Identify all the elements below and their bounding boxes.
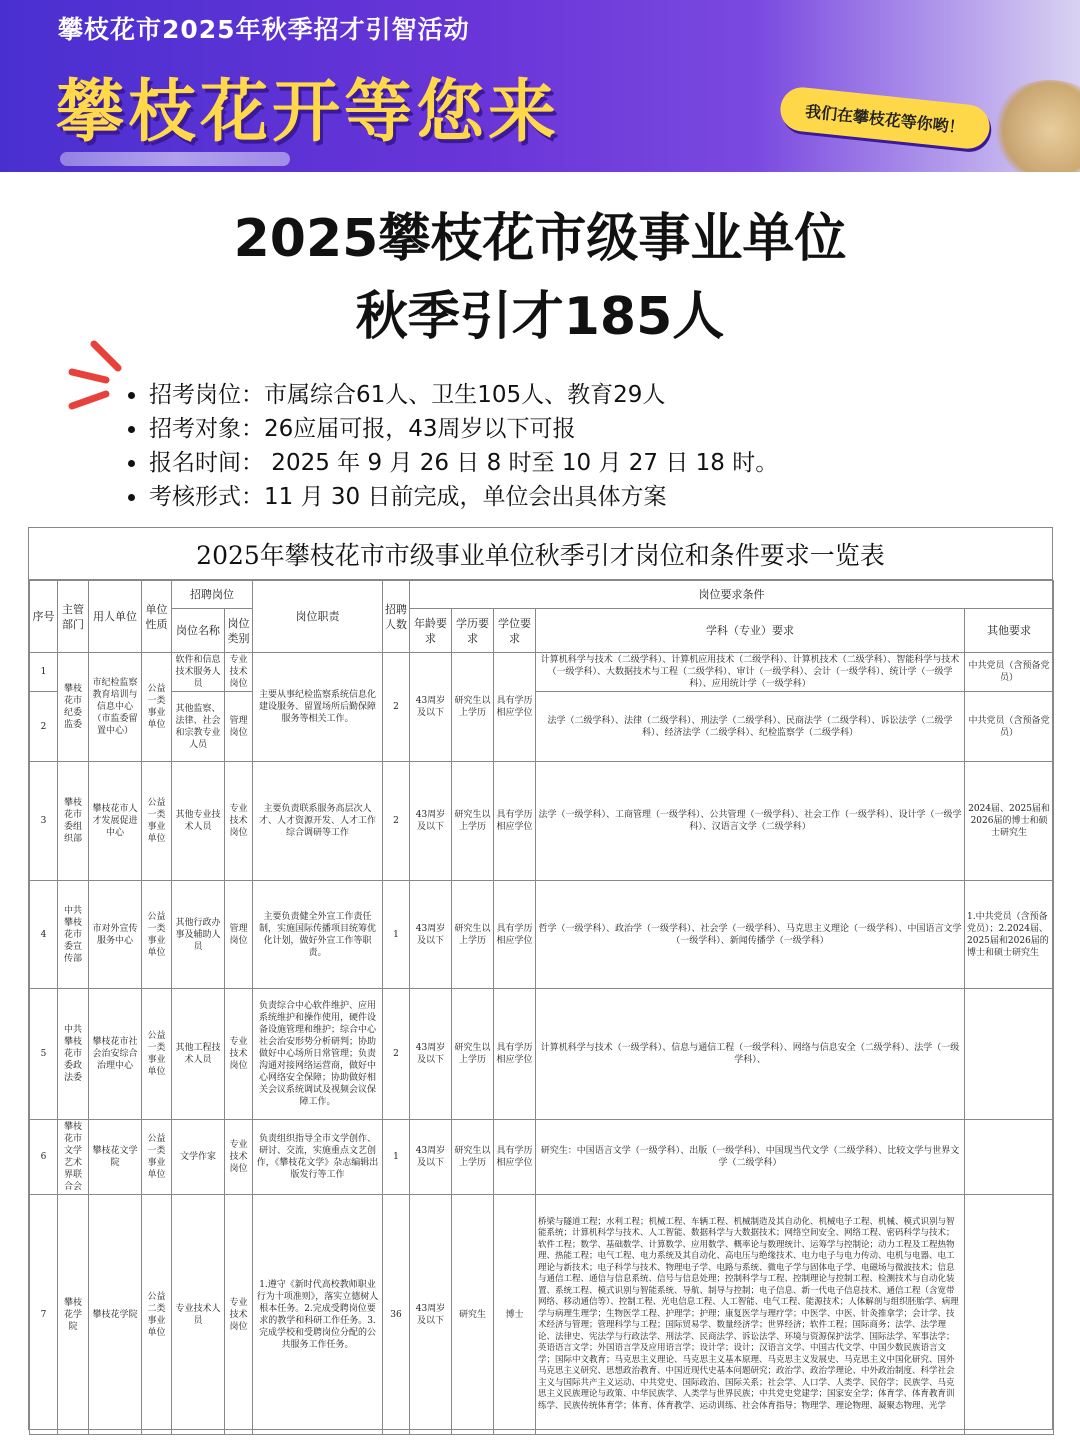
cell-major: 计算机科学与技术（二级学科）、计算机应用技术（二级学科）、计算机技术（二级学科）、智能科学与技术（一级学科）、大数据技术与工程（二级学科）、审计（一级学科）、会计（一级学科）、统计学（一级学科）、应用统计学（一级学科）	[536, 653, 965, 692]
cell-duty: 主要负责健全外宣工作责任制，实施国际传播项目统筹优化计划，做好外宣工作等职责。	[253, 881, 383, 989]
cell-age: 43周岁及以下	[410, 762, 452, 881]
cell-seq: 7	[30, 1195, 58, 1435]
table-row	[30, 1120, 1054, 1195]
highlights-list	[128, 378, 778, 514]
cell-age: 43周岁及以下	[410, 989, 452, 1120]
header-position-name: 岗位名称	[172, 609, 225, 653]
highlight-item: 报名时间： 2025 年 9 月 26 日 8 时至 10 月 27 日 18 时。	[128, 446, 778, 480]
decoration-icon	[990, 80, 1080, 172]
cell-duty: 主要负责联系服务高层次人才、人才资源开发、人才工作综合调研等工作	[253, 762, 383, 881]
cell-position-name: 专业技术人员	[172, 1195, 225, 1435]
cell-other	[965, 1195, 1054, 1435]
page-title-line2: 秋季引才185人	[355, 287, 725, 347]
cell-position-type: 专业技术岗位	[225, 762, 253, 881]
cell-age: 43周岁及以下	[410, 653, 452, 762]
cell-dept: 攀枝花市纪委监委	[58, 653, 89, 762]
header-age: 年龄要求	[410, 609, 452, 653]
cell-nature: 公益一类事业单位	[142, 653, 172, 762]
cell-seq: 4	[30, 881, 58, 989]
table-row	[30, 762, 1054, 881]
cell-count: 2	[383, 762, 410, 881]
bullet-icon	[128, 494, 135, 501]
recruitment-table	[29, 580, 1054, 1435]
page-title-line1: 2025攀枝花市级事业单位	[233, 209, 847, 269]
burst-icon	[66, 338, 136, 418]
cell-nature: 公益二类事业单位	[142, 1195, 172, 1435]
cell-position-type: 专业技术岗位	[225, 653, 253, 692]
header-degree: 学位要求	[494, 609, 536, 653]
cell-count: 2	[383, 653, 410, 762]
highlight-item: 招考岗位：市属综合61人、卫生105人、教育29人	[128, 378, 778, 412]
table-row	[30, 653, 1054, 692]
cell-age: 43周岁及以下	[410, 1195, 452, 1435]
header-major: 学科（专业）要求	[536, 609, 965, 653]
cell-major: 计算机科学与技术（一级学科）、信息与通信工程（一级学科）、网络与信息安全（二级学科）、法学（一级学科）、	[536, 989, 965, 1120]
cell-count: 1	[383, 881, 410, 989]
table-row	[30, 692, 1054, 762]
cell-degree: 具有学历相应学位	[494, 989, 536, 1120]
cell-other: 中共党员（含预备党员）	[965, 692, 1054, 762]
header-position-group: 招聘岗位	[172, 581, 253, 609]
hero-banner	[0, 0, 1080, 172]
cell-seq: 3	[30, 762, 58, 881]
cell-employer: 攀枝花学院	[89, 1195, 142, 1435]
banner-title: 攀枝花开等您来	[56, 73, 561, 152]
header-seq: 序号	[30, 581, 58, 653]
table-row	[30, 989, 1054, 1120]
header-other: 其他要求	[965, 609, 1054, 653]
banner-subtitle: 攀枝花市2025年秋季招才引智活动	[58, 15, 470, 44]
bullet-icon	[128, 426, 135, 433]
cell-dept: 攀枝花市文学艺术界联合会	[58, 1120, 89, 1195]
cell-position-name: 软件和信息技术服务人员	[172, 653, 225, 692]
cell-duty: 主要从事纪检监察系统信息化建设服务、留置场所后勤保障服务等相关工作。	[253, 653, 383, 762]
table-title: 2025年攀枝花市市级事业单位秋季引才岗位和条件要求一览表	[29, 528, 1052, 580]
cell-major: 哲学（一级学科）、政治学（一级学科）、社会学（一级学科）、马克思主义理论（一级学科）、中国语言文学（一级学科）、新闻传播学（一级学科）	[536, 881, 965, 989]
header-unit-nature: 单位性质	[142, 581, 172, 653]
cell-other	[965, 989, 1054, 1120]
bullet-icon	[128, 392, 135, 399]
cell-position-name: 其他行政办事及辅助人员	[172, 881, 225, 989]
cell-position-type: 专业技术岗位	[225, 1120, 253, 1195]
cell-count: 2	[383, 989, 410, 1120]
cell-edu: 研究生以上学历	[452, 762, 494, 881]
cell-major: 桥梁与隧道工程；水利工程；机械工程、车辆工程、机械制造及其自动化、机械电子工程、机械、模式识别与智能系统；计算机科学与技术、人工智能、数据科学与大数据技术；网络空间安全、网络工程、密码科学与技术；软件工程；数学、基础数学、计算数学、应用数学、概率论与数理统计、运筹学与控制论；动力工程及工程热物理、热能工程；电气工程、电力系统及其自动化、高电压与绝缘技术、电力电子与电力传动、电机与电器、电工理论与新技术；电子科学与技术、物理电子学、电路与系统、微电子学与固体电子学、电磁场与微波技术；信息与通信工程、通信与信息系统、信号与信息处理；控制科学与工程、控制理论与控制工程、检测技术与自动化装置、系统工程、模式识别与智能系统、导航、制导与控制；电子信息、新一代电子信息技术、通信工程（含宽带网络、移动通信等）、控制工程、光电信息工程、人工智能、电气工程、能源技术；人体解剖与组织胚胎学、病理学与病理生理学；生物医学工程、护理学；护理；康复医学与理疗学；中医学、中医、针灸推拿学；会计学、技术经济与管理；管理科学与工程；国际贸易学、数量经济学；世界经济；软件工程；国际商务；法学、法学理论、法律史、宪法学与行政法学、刑法学、民商法学、诉讼法学、环境与资源保护法学、国际法学、军事法学；英语语言文学；外国语言学及应用语言学；设计学；设计；汉语言文学、中国古代文学、中国少数民族语言文学；国际中文教育；马克思主义理论、马克思主义基本原理、马克思主义发展史、马克思主义中国化研究、国外马克思主义研究、思想政治教育、中国近现代史基本问题研究；政治学、政治学理论、中外政治制度、科学社会主义与国际共产主义运动、中共党史、国际政治、国际关系；社会学、人口学、人类学、民俗学；民族学、马克思主义民族理论与政策、中华民族学、人类学与世界民族；中共党史党建学；国家安全学；体育学、体育教育训练学、民族传统体育学；体育、体育教学、运动训练、社会体育指导；物理学、理论物理、凝聚态物理、光学	[536, 1195, 965, 1435]
table-row	[30, 1195, 1054, 1435]
header-employer: 用人单位	[89, 581, 142, 653]
cell-edu: 研究生	[452, 1195, 494, 1435]
cell-other: 2024届、2025届和2026届的博士和硕士研究生	[965, 762, 1054, 881]
cell-position-name: 其他监察、法律、社会和宗教专业人员	[172, 692, 225, 762]
cell-position-type: 专业技术岗位	[225, 989, 253, 1120]
cell-degree: 具有学历相应学位	[494, 881, 536, 989]
highlight-item: 招考对象：26应届可报，43周岁以下可报	[128, 412, 778, 446]
cell-employer: 攀枝花文学院	[89, 1120, 142, 1195]
cell-duty: 1.遵守《新时代高校教师职业行为十项准则》，落实立德树人根本任务。2.完成受聘岗位要求的教学和科研工作任务。3.完成学校和受聘岗位分配的公共服务工作任务。	[253, 1195, 383, 1435]
cell-position-type: 专业技术岗位	[225, 1195, 253, 1435]
cell-employer: 攀枝花市社会治安综合治理中心	[89, 989, 142, 1120]
cell-dept: 中共攀枝花市委政法委	[58, 989, 89, 1120]
page-title	[0, 200, 1080, 356]
cell-other: 中共党员（含预备党员）	[965, 653, 1054, 692]
cell-nature: 公益一类事业单位	[142, 1120, 172, 1195]
cell-nature: 公益一类事业单位	[142, 762, 172, 881]
cell-nature: 公益一类事业单位	[142, 881, 172, 989]
header-dept: 主管部门	[58, 581, 89, 653]
table-row	[30, 881, 1054, 989]
cell-seq: 2	[30, 692, 58, 762]
cell-position-type: 管理岗位	[225, 881, 253, 989]
cell-major: 法学（二级学科）、法律（二级学科）、刑法学（二级学科）、民商法学（二级学科）、诉讼法学（二级学科）、经济法学（二级学科）、纪检监察学（二级学科）	[536, 692, 965, 762]
header-count: 招聘人数	[383, 581, 410, 653]
cell-employer: 市纪检监察教育培训与信息中心（市监委留置中心）	[89, 653, 142, 762]
cell-edu: 研究生以上学历	[452, 653, 494, 762]
cell-other: 1.中共党员（含预备党员）；2.2024届、2025届和2026届的博士和硕士研究生	[965, 881, 1054, 989]
cell-position-type: 管理岗位	[225, 692, 253, 762]
cell-employer: 市对外宣传服务中心	[89, 881, 142, 989]
cell-age: 43周岁及以下	[410, 881, 452, 989]
cell-other	[965, 1120, 1054, 1195]
cell-seq: 6	[30, 1120, 58, 1195]
cell-dept: 攀枝花市委组织部	[58, 762, 89, 881]
cell-edu: 研究生以上学历	[452, 881, 494, 989]
header-duty: 岗位职责	[253, 581, 383, 653]
cell-position-name: 文学作家	[172, 1120, 225, 1195]
cell-major: 研究生：中国语言文学（一级学科）、出版（一级学科）、中国现当代文学（二级学科）、比较文学与世界文学（二级学科）	[536, 1120, 965, 1195]
banner-tag-text: 我们在攀枝花等你哟！	[804, 101, 966, 137]
cell-age: 43周岁及以下	[410, 1120, 452, 1195]
header-req-group: 岗位要求条件	[410, 581, 1054, 609]
cell-seq: 5	[30, 989, 58, 1120]
cell-position-name: 其他工程技术人员	[172, 989, 225, 1120]
recruitment-table-document	[28, 527, 1053, 1430]
cell-dept: 中共攀枝花市委宣传部	[58, 881, 89, 989]
cell-nature: 公益一类事业单位	[142, 989, 172, 1120]
highlight-item: 考核形式：11 月 30 日前完成，单位会出具体方案	[128, 480, 778, 514]
cell-seq: 1	[30, 653, 58, 692]
cell-degree: 具有学历相应学位	[494, 1120, 536, 1195]
cell-edu: 研究生以上学历	[452, 1120, 494, 1195]
cell-major: 法学（一级学科）、工商管理（一级学科）、公共管理（一级学科）、社会工作（一级学科）、设计学（一级学科）、汉语言文学（二级学科）	[536, 762, 965, 881]
cell-employer: 攀枝花市人才发展促进中心	[89, 762, 142, 881]
cell-dept: 攀枝花学院	[58, 1195, 89, 1435]
banner-tag	[778, 85, 991, 151]
header-edu: 学历要求	[452, 609, 494, 653]
cell-count: 1	[383, 1120, 410, 1195]
cell-degree: 博士	[494, 1195, 536, 1435]
cell-duty: 负责组织指导全市文学创作、研讨、交流，实施重点文艺创作，《攀枝花文学》杂志编辑出版发行等工作	[253, 1120, 383, 1195]
cell-position-name: 其他专业技术人员	[172, 762, 225, 881]
cell-degree: 具有学历相应学位	[494, 762, 536, 881]
header-position-type: 岗位类别	[225, 609, 253, 653]
cell-count: 36	[383, 1195, 410, 1435]
bullet-icon	[128, 460, 135, 467]
cell-duty: 负责综合中心软件维护、应用系统维护和操作使用，硬件设备设施管理和维护；综合中心社会治安形势分析研判；协助做好中心场所日常管理；负责沟通对接网络运营商，做好中心网络安全保障；协助做好相关会议系统调试及视频会议保障工作。	[253, 989, 383, 1120]
cell-degree: 具有学历相应学位	[494, 653, 536, 762]
cell-edu: 研究生以上学历	[452, 989, 494, 1120]
banner-blurred-text	[60, 152, 290, 166]
